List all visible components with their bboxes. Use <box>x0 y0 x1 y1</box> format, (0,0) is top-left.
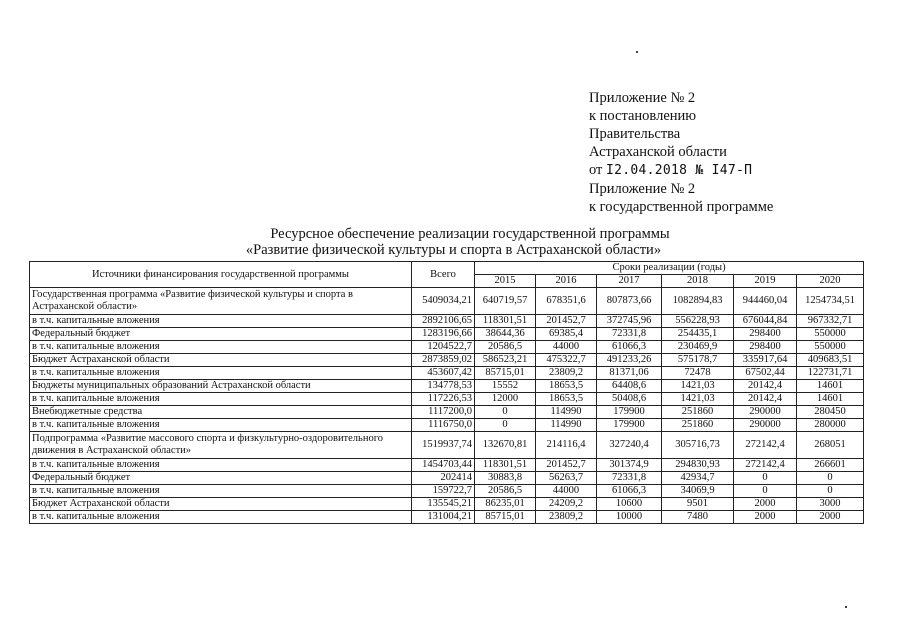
header-year: 2018 <box>662 275 734 288</box>
row-year-value: 201452,7 <box>536 315 597 328</box>
table-row <box>30 511 864 524</box>
table-row <box>30 393 864 406</box>
row-label: Федеральный бюджет <box>30 328 412 341</box>
row-year-value: 327240,4 <box>597 432 662 459</box>
row-total: 135545,21 <box>412 498 475 511</box>
appendix-line: Приложение № 2 <box>589 90 696 106</box>
row-year-value: 2000 <box>797 511 864 524</box>
row-label: в т.ч. капитальные вложения <box>30 315 412 328</box>
header-period: Сроки реализации (годы) <box>475 262 864 275</box>
row-year-value: 132670,81 <box>475 432 536 459</box>
row-year-value: 254435,1 <box>662 328 734 341</box>
row-year-value: 30883,8 <box>475 472 536 485</box>
resolution-date-number: I2.04.2018 № I47-П <box>606 163 753 178</box>
row-year-value: 409683,51 <box>797 354 864 367</box>
row-year-value: 72478 <box>662 367 734 380</box>
row-year-value: 18653,5 <box>536 380 597 393</box>
row-total: 117226,53 <box>412 393 475 406</box>
row-year-value: 118301,51 <box>475 315 536 328</box>
row-total: 453607,42 <box>412 367 475 380</box>
row-year-value: 20586,5 <box>475 341 536 354</box>
table-row <box>30 419 864 432</box>
row-year-value: 114990 <box>536 406 597 419</box>
table-row <box>30 288 864 315</box>
row-year-value: 266601 <box>797 459 864 472</box>
row-year-value: 20586,5 <box>475 485 536 498</box>
header-year: 2020 <box>797 275 864 288</box>
row-year-value: 550000 <box>797 341 864 354</box>
table-row <box>30 380 864 393</box>
appendix-line: Приложение № 2 <box>589 181 696 197</box>
row-year-value: 44000 <box>536 485 597 498</box>
row-year-value: 69385,4 <box>536 328 597 341</box>
row-label: Бюджет Астраханской области <box>30 354 412 367</box>
row-year-value: 475322,7 <box>536 354 597 367</box>
row-year-value: 944460,04 <box>734 288 797 315</box>
appendix-line: Астраханской области <box>589 144 727 160</box>
row-year-value: 301374,9 <box>597 459 662 472</box>
row-year-value: 556228,93 <box>662 315 734 328</box>
row-year-value: 122731,71 <box>797 367 864 380</box>
row-year-value: 0 <box>734 485 797 498</box>
row-total: 131004,21 <box>412 511 475 524</box>
appendix-block <box>589 89 773 216</box>
row-year-value: 85715,01 <box>475 511 536 524</box>
row-year-value: 15552 <box>475 380 536 393</box>
row-total: 2892106,65 <box>412 315 475 328</box>
row-label: Федеральный бюджет <box>30 472 412 485</box>
document-title <box>0 226 905 258</box>
row-year-value: 10000 <box>597 511 662 524</box>
row-total: 1116750,0 <box>412 419 475 432</box>
row-year-value: 1421,03 <box>662 380 734 393</box>
table-row <box>30 328 864 341</box>
row-label: в т.ч. капитальные вложения <box>30 419 412 432</box>
row-year-value: 0 <box>797 472 864 485</box>
row-year-value: 72331,8 <box>597 472 662 485</box>
row-year-value: 1421,03 <box>662 393 734 406</box>
row-total: 134778,53 <box>412 380 475 393</box>
row-year-value: 42934,7 <box>662 472 734 485</box>
appendix-line: Правительства <box>589 126 681 142</box>
row-year-value: 272142,4 <box>734 432 797 459</box>
row-total: 5409034,21 <box>412 288 475 315</box>
row-year-value: 23809,2 <box>536 367 597 380</box>
table-row <box>30 432 864 459</box>
row-label: Подпрограмма «Развитие массового спорта и физкультурно-оздоровительного движения в Астраханской области» <box>30 432 412 459</box>
row-year-value: 20142,4 <box>734 393 797 406</box>
row-year-value: 72331,8 <box>597 328 662 341</box>
row-year-value: 335917,64 <box>734 354 797 367</box>
row-year-value: 676044,84 <box>734 315 797 328</box>
row-year-value: 491233,26 <box>597 354 662 367</box>
row-label: в т.ч. капитальные вложения <box>30 341 412 354</box>
row-year-value: 38644,36 <box>475 328 536 341</box>
row-label: в т.ч. капитальные вложения <box>30 459 412 472</box>
row-year-value: 3000 <box>797 498 864 511</box>
header-year: 2015 <box>475 275 536 288</box>
row-year-value: 272142,4 <box>734 459 797 472</box>
row-year-value: 678351,6 <box>536 288 597 315</box>
row-year-value: 550000 <box>797 328 864 341</box>
row-year-value: 0 <box>734 472 797 485</box>
table-row <box>30 472 864 485</box>
scan-speck <box>636 51 638 53</box>
row-label: в т.ч. капитальные вложения <box>30 485 412 498</box>
row-year-value: 280450 <box>797 406 864 419</box>
row-year-value: 9501 <box>662 498 734 511</box>
row-label: Государственная программа «Развитие физической культуры и спорта в Астраханской области» <box>30 288 412 315</box>
row-total: 1454703,44 <box>412 459 475 472</box>
date-prefix: от <box>589 162 603 178</box>
row-year-value: 290000 <box>734 419 797 432</box>
header-source: Источники финансирования государственной программы <box>30 262 412 288</box>
row-year-value: 85715,01 <box>475 367 536 380</box>
table-row <box>30 406 864 419</box>
title-line-1: Ресурсное обеспечение реализации государственной программы <box>270 226 670 242</box>
row-year-value: 280000 <box>797 419 864 432</box>
row-year-value: 2000 <box>734 511 797 524</box>
row-year-value: 305716,73 <box>662 432 734 459</box>
row-total: 159722,7 <box>412 485 475 498</box>
row-label: в т.ч. капитальные вложения <box>30 511 412 524</box>
row-year-value: 14601 <box>797 393 864 406</box>
row-year-value: 81371,06 <box>597 367 662 380</box>
row-year-value: 20142,4 <box>734 380 797 393</box>
row-year-value: 118301,51 <box>475 459 536 472</box>
row-year-value: 201452,7 <box>536 459 597 472</box>
row-year-value: 86235,01 <box>475 498 536 511</box>
appendix-line: к государственной программе <box>589 199 774 215</box>
row-year-value: 1082894,83 <box>662 288 734 315</box>
row-year-value: 1254734,51 <box>797 288 864 315</box>
row-total: 1117200,0 <box>412 406 475 419</box>
row-year-value: 10600 <box>597 498 662 511</box>
row-year-value: 18653,5 <box>536 393 597 406</box>
row-year-value: 214116,4 <box>536 432 597 459</box>
resource-table <box>29 261 864 524</box>
row-year-value: 114990 <box>536 419 597 432</box>
scan-speck <box>845 606 847 608</box>
row-total: 1204522,7 <box>412 341 475 354</box>
row-year-value: 44000 <box>536 341 597 354</box>
table-row <box>30 459 864 472</box>
row-year-value: 179900 <box>597 406 662 419</box>
row-total: 2873859,02 <box>412 354 475 367</box>
row-year-value: 12000 <box>475 393 536 406</box>
row-total: 1519937,74 <box>412 432 475 459</box>
row-year-value: 61066,3 <box>597 341 662 354</box>
table-row <box>30 354 864 367</box>
header-year: 2017 <box>597 275 662 288</box>
row-year-value: 290000 <box>734 406 797 419</box>
row-label: в т.ч. капитальные вложения <box>30 367 412 380</box>
table-row <box>30 367 864 380</box>
row-year-value: 251860 <box>662 419 734 432</box>
table-row <box>30 341 864 354</box>
row-year-value: 24209,2 <box>536 498 597 511</box>
row-year-value: 298400 <box>734 328 797 341</box>
table-row <box>30 315 864 328</box>
row-year-value: 230469,9 <box>662 341 734 354</box>
row-year-value: 23809,2 <box>536 511 597 524</box>
row-year-value: 640719,57 <box>475 288 536 315</box>
row-label: Бюджеты муниципальных образований Астраханской области <box>30 380 412 393</box>
appendix-line: к постановлению <box>589 108 697 124</box>
row-year-value: 14601 <box>797 380 864 393</box>
row-year-value: 64408,6 <box>597 380 662 393</box>
row-year-value: 575178,7 <box>662 354 734 367</box>
title-line-2: «Развитие физической культуры и спорта в Астраханской области» <box>245 242 662 258</box>
row-year-value: 967332,71 <box>797 315 864 328</box>
row-year-value: 268051 <box>797 432 864 459</box>
row-year-value: 67502,44 <box>734 367 797 380</box>
table-row <box>30 485 864 498</box>
row-year-value: 0 <box>797 485 864 498</box>
row-year-value: 372745,96 <box>597 315 662 328</box>
header-year: 2016 <box>536 275 597 288</box>
row-year-value: 0 <box>475 406 536 419</box>
row-year-value: 586523,21 <box>475 354 536 367</box>
row-year-value: 61066,3 <box>597 485 662 498</box>
row-year-value: 0 <box>475 419 536 432</box>
row-label: Внебюджетные средства <box>30 406 412 419</box>
row-label: в т.ч. капитальные вложения <box>30 393 412 406</box>
row-year-value: 294830,93 <box>662 459 734 472</box>
row-year-value: 50408,6 <box>597 393 662 406</box>
header-year: 2019 <box>734 275 797 288</box>
row-year-value: 56263,7 <box>536 472 597 485</box>
row-year-value: 7480 <box>662 511 734 524</box>
row-year-value: 298400 <box>734 341 797 354</box>
row-year-value: 807873,66 <box>597 288 662 315</box>
row-year-value: 251860 <box>662 406 734 419</box>
header-total: Всего <box>412 262 475 288</box>
row-label: Бюджет Астраханской области <box>30 498 412 511</box>
resolution-date-line <box>589 161 773 180</box>
row-year-value: 34069,9 <box>662 485 734 498</box>
row-total: 202414 <box>412 472 475 485</box>
table-row <box>30 498 864 511</box>
row-total: 1283196,66 <box>412 328 475 341</box>
row-year-value: 2000 <box>734 498 797 511</box>
row-year-value: 179900 <box>597 419 662 432</box>
